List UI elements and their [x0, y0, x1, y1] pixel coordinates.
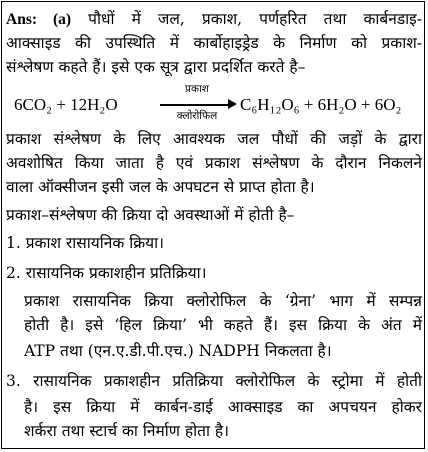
list-item-1: 1. प्रकाश रासायनिक क्रिया।	[6, 234, 165, 252]
equation-reactants: 6CO₂ + 12H₂O	[14, 95, 118, 114]
list-item-3-line-3: शर्करा तथा स्टार्च का निर्माण होता है।	[24, 422, 230, 440]
answer-line-1	[6, 8, 422, 31]
item2-desc-line-3: ATP तथा (एन.ए.डी.पी.एच.) NADPH निकलता है।	[24, 342, 332, 360]
arrow-head-icon	[228, 99, 237, 109]
item2-desc-line-1: प्रकाश रासायनिक क्रिया क्लोरोफिल के ‘ग्रेना’ भाग में सम्पन्न	[24, 292, 422, 310]
para3: प्रकाश–संश्लेषण की क्रिया दो अवस्थाओं में होती है–	[6, 206, 295, 224]
list-item-3-line-1: 3. रासायनिक प्रकाशहीन प्रतिक्रिया क्लोरोफिल के स्ट्रोमा में होती	[6, 372, 422, 390]
para2-line-3: वाला ऑक्सीजन इसी जल के अपघटन से प्राप्त होता है।	[6, 178, 315, 196]
list-item-2: 2. रासायनिक प्रकाशहीन प्रतिक्रिया।	[6, 264, 207, 282]
answer-line-3: संश्लेषण कहते हैं। इसे एक सूत्र द्वारा प्रदर्शित करते है–	[6, 58, 306, 76]
para2-line-2: अवशोषित किया जाता है एवं प्रकाश संश्लेषण के दौरान निकलने	[6, 154, 422, 172]
arrow-shaft	[160, 104, 230, 106]
photosynthesis-equation	[14, 82, 414, 128]
para2-line-1: प्रकाश संश्लेषण के लिए आवश्यक जल पौधों की जड़ों के द्वारा	[6, 130, 422, 148]
list-item-3-line-2: है। इस क्रिया में कार्बन-डाई आक्साइड का अपचयन होकर	[24, 398, 422, 416]
answer-label: Ans: (a)	[6, 11, 72, 28]
reaction-arrow	[158, 82, 236, 128]
equation-products: C₆H₁₂O₆ + 6H₂O + 6O₂	[240, 95, 402, 114]
answer-line-2: आक्साइड की उपस्थिति में कार्बोहाइड्रेड के निर्माण को प्रकाश-	[6, 34, 422, 52]
arrow-label-bottom: क्लोरोफिल	[176, 110, 218, 122]
arrow-label-top: प्रकाश	[185, 83, 209, 95]
item2-desc-line-2: होती है। इसे ‘हिल क्रिया’ भी कहते हैं। इस क्रिया के अंत में	[24, 316, 422, 334]
answer-text-1: पौधों में जल, प्रकाश, पर्णहरित तथा कार्बनडाइ-	[88, 10, 422, 28]
